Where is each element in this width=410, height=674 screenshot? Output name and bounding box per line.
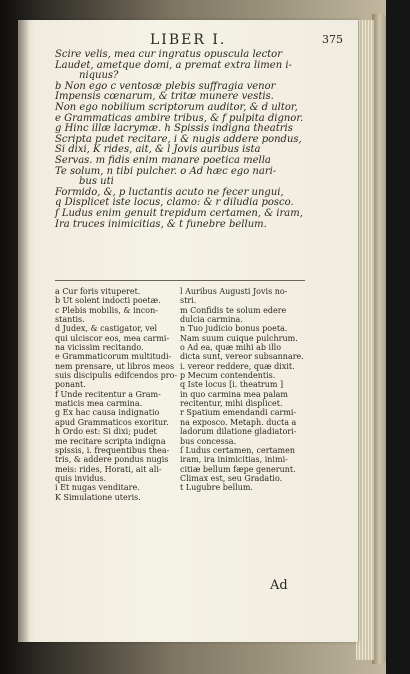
footnote-line: me recitare scripta indigna: [55, 436, 166, 446]
footnote-line: ſ Ludus certamen, certamen: [180, 445, 295, 455]
verse-line: bus uti: [79, 176, 114, 188]
footnote-line: spissis, i. frequentibus thea-: [55, 445, 170, 455]
page-number: 375: [322, 33, 343, 46]
page-gutter-shadow: [18, 20, 30, 642]
footnote-line: b Ut solent indocti poetæ.: [55, 296, 161, 306]
footnote-line: stri.: [180, 296, 197, 306]
verse-line: Servas. m fidis enim manare poetica mella: [55, 154, 271, 166]
verse-line: g Hinc illæ lacrymæ. h Spissis indigna theatris: [55, 123, 293, 135]
footnote-line: nem prensare, ut libros meos: [55, 361, 175, 371]
verse-line: Formido, &, p luctantis acuto ne fecer ungui,: [55, 186, 284, 198]
cover-edge: [372, 14, 386, 664]
catchword: Ad: [270, 578, 288, 593]
footnote-line: tris, & addere pondus nugis: [55, 455, 169, 465]
verse-line: Ira truces inimicitias, & t funebre bellum.: [55, 218, 267, 230]
footnote-line: apud Grammaticos exoritur.: [55, 417, 169, 427]
footnote-line: meis: rides, Horati, ait ali-: [55, 464, 162, 474]
footnote-line: ponant.: [55, 380, 86, 390]
footnote-line: stantis.: [55, 315, 85, 325]
footnote-line: K Simulatione uteris.: [55, 492, 141, 502]
verse-line: niquus?: [79, 70, 119, 82]
footnote-line: d Judex, & castigator, vel: [55, 324, 158, 334]
footnote-line: suis discipulis edifcendos pro-: [55, 371, 178, 381]
footnote-line: t Lugubre bellum.: [180, 483, 253, 493]
footnote-line: a Cur foris vituperet.: [55, 287, 141, 296]
footnote-line: i. vereor reddere, quæ dixit.: [180, 361, 295, 371]
running-title: LIBER I.: [150, 32, 227, 48]
footnote-line: na vicissim recitando.: [55, 343, 144, 353]
verse-line: ſ Ludus enim genuit trepidum certamen, & iram,: [55, 207, 303, 219]
footnote-line: p Mecum contendentis.: [180, 371, 276, 381]
footnotes-left-column: [55, 287, 177, 502]
verse-block: [55, 50, 345, 230]
footnote-line: quis invidus.: [55, 473, 107, 483]
footnote-line: recitentur, mihi displicet.: [180, 399, 283, 409]
footnote-line: r Spatium emendandi carmi-: [180, 408, 297, 418]
footnote-line: c Plebis mobilis, & incon-: [55, 305, 158, 315]
verse-line: Te solum, n tibi pulcher. o Ad hæc ego nari-: [55, 165, 277, 177]
verse-line: Non ego nobilium scriptorum auditor, & d ultor,: [55, 101, 298, 113]
verse-line: Laudet, ametque domi, a premat extra limen i-: [55, 59, 292, 71]
footnote-line: dicta sunt, vereor subsannare.: [180, 352, 304, 362]
page-edges: [356, 20, 374, 660]
verse-line: Si dixi, K rides, ait, & l Jovis auribus ista: [55, 144, 261, 156]
footnote-line: l Auribus Augusti Jovis no-: [180, 287, 288, 296]
footnote-line: q Iste locus [i. theatrum ]: [180, 380, 284, 390]
footnote-line: in quo carmina mea palam: [180, 389, 289, 399]
footnote-line: iram, ira inimicitias, inimi-: [180, 455, 288, 465]
footnote-line: dulcia carmina.: [180, 315, 243, 325]
footnote-line: na exposco. Metaph. ducta a: [180, 417, 297, 427]
verse-line: Impensis cœnarum, & tritæ munere vestis.: [55, 91, 274, 103]
verse-line: Scripta pudet recitare, i & nugis addere pondus,: [55, 133, 302, 145]
footnote-line: Nam suum cuique pulchrum.: [180, 333, 298, 343]
footnote-line: i Et nugas venditare.: [55, 483, 140, 493]
footnote-line: bus concessa.: [180, 436, 237, 446]
footnote-line: n Tuo judicio bonus poeta.: [180, 324, 288, 334]
footnote-line: maticis mea carmina.: [55, 399, 143, 409]
verse-line: b Non ego c ventosæ plebis suffragia venor: [55, 80, 276, 92]
footnote-line: m Confidis te solum edere: [180, 305, 287, 315]
footnote-line: citiæ bellum fæpe generunt.: [180, 464, 296, 474]
footnote-line: h Ordo est: Si dixi; pudet: [55, 427, 157, 437]
footnote-line: ladorum dilatione gladiatori-: [180, 427, 297, 437]
footnote-line: o Ad ea, quæ mihi ab illo: [180, 343, 282, 353]
footnotes-right-column: [180, 287, 304, 493]
footnote-line: qui ulciscor eos, mea carmi-: [55, 333, 170, 343]
footnote-line: g Ex hac causa indignatio: [55, 408, 160, 418]
footnote-line: e Grammaticorum multitudi-: [55, 352, 172, 362]
footnote-line: Climax est, seu Gradatio.: [180, 473, 283, 483]
verse-line: q Displicet iste locus, clamo: & r diludia posco.: [55, 197, 294, 209]
footnote-line: f Unde recitentur a Gram-: [55, 389, 161, 399]
footnote-rule: [55, 280, 305, 281]
verse-line: e Grammaticas ambire tribus, & f pulpita dignor.: [55, 112, 304, 124]
verse-line: Scire velis, mea cur ingratus opuscula lector: [55, 49, 282, 60]
